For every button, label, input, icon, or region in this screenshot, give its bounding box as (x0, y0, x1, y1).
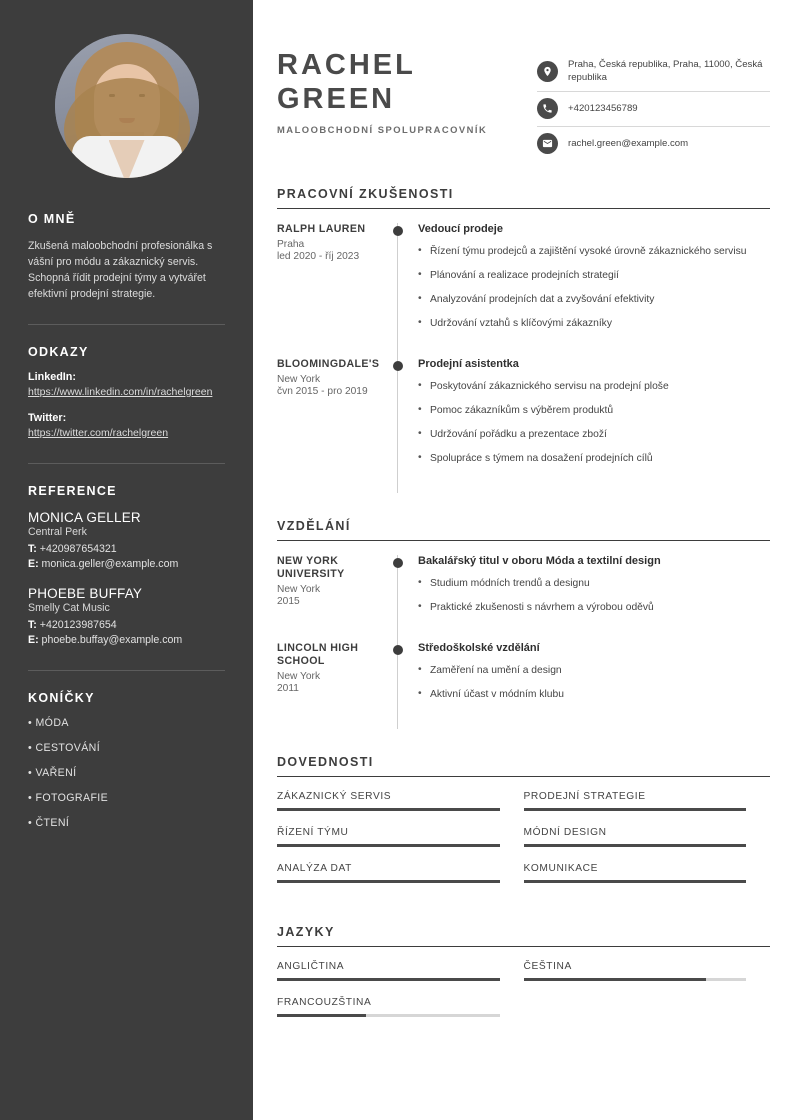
header (277, 40, 770, 161)
reference-email (28, 633, 225, 648)
language-bar (524, 978, 747, 981)
reference-phone-value: +420123987654 (39, 619, 117, 631)
skill-bar (277, 808, 500, 811)
timeline-dot-icon (393, 558, 403, 568)
skill-bar (524, 880, 747, 883)
language-item (277, 997, 524, 1017)
experience-entry-body (397, 223, 770, 358)
language-name: ČEŠTINA (523, 961, 572, 972)
timeline-dot-icon (393, 226, 403, 236)
hobby-item: • MÓDA (28, 717, 225, 729)
avatar (55, 34, 199, 178)
hobby-item: • CESTOVÁNÍ (28, 742, 225, 754)
links-section (28, 345, 225, 441)
education-bullet: • Zaměření na umění a design (418, 663, 770, 678)
education-bullet: • Praktické zkušenosti s návrhem a výrobou oděvů (418, 600, 770, 615)
contact-address (537, 52, 770, 92)
skills-heading: DOVEDNOSTI (277, 755, 770, 777)
reference-name: PHOEBE BUFFAY (28, 586, 143, 601)
reference-item (28, 586, 225, 648)
skill-name: PRODEJNÍ STRATEGIE (523, 791, 646, 802)
about-section (28, 212, 225, 302)
skill-item (524, 791, 771, 811)
education-entry-body (397, 555, 770, 642)
experience-bullet: • Plánování a realizace prodejních strategií (418, 268, 770, 283)
education-dates: 2011 (277, 683, 299, 694)
hobby-item: • VAŘENÍ (28, 767, 225, 779)
education-org: LINCOLN HIGH SCHOOL (277, 642, 359, 667)
skill-name: ŘÍZENÍ TÝMU (277, 827, 349, 838)
job-title: MALOOBCHODNÍ SPOLUPRACOVNÍK (277, 124, 488, 135)
education-entry-body (397, 642, 770, 729)
reference-phone (28, 618, 225, 633)
skill-bar-fill (277, 808, 500, 811)
skill-item (277, 863, 524, 883)
education-bullet: • Studium módních trendů a designu (418, 576, 770, 591)
skill-bar (277, 880, 500, 883)
skills-section (277, 755, 770, 899)
references-heading: REFERENCE (28, 484, 117, 498)
education-bullet: • Aktivní účast v módním klubu (418, 687, 770, 702)
references-section (28, 484, 225, 648)
experience-role: Prodejní asistentka (418, 358, 519, 370)
education-entry-meta (277, 555, 397, 642)
language-bar-fill (277, 978, 500, 981)
reference-name: MONICA GELLER (28, 510, 141, 525)
languages-heading: JAZYKY (277, 925, 770, 947)
skill-bar-fill (277, 880, 500, 883)
skill-bar (524, 808, 747, 811)
name-block (277, 40, 537, 135)
language-name: FRANCOUZŠTINA (277, 997, 372, 1008)
skill-bar-fill (524, 844, 747, 847)
hobby-item: • ČTENÍ (28, 817, 225, 829)
skill-name: ANALÝZA DAT (277, 863, 352, 874)
experience-bullet: • Pomoc zákazníkům s výběrem produktů (418, 403, 770, 418)
sidebar (0, 0, 253, 1120)
location-icon (537, 61, 558, 82)
link-label-twitter: Twitter: (28, 412, 67, 424)
skills-grid (277, 791, 770, 899)
language-bar (277, 1014, 500, 1017)
experience-entry-meta (277, 223, 397, 358)
skill-bar-fill (277, 844, 500, 847)
envelope-icon (537, 133, 558, 154)
experience-entry-body (397, 358, 770, 493)
education-heading: VZDĚLÁNÍ (277, 519, 770, 541)
education-degree: Středoškolské vzdělání (418, 642, 540, 654)
timeline-dot-icon (393, 645, 403, 655)
reference-email-label: E: (28, 558, 39, 570)
divider (28, 324, 225, 325)
phone-icon (537, 98, 558, 119)
languages-section (277, 925, 770, 1033)
experience-location: Praha (277, 239, 305, 250)
hobby-item: • FOTOGRAFIE (28, 792, 225, 804)
contact-email (537, 127, 770, 161)
contact-phone-text: +420123456789 (568, 103, 638, 114)
experience-role: Vedoucí prodeje (418, 223, 503, 235)
experience-org: BLOOMINGDALE'S (277, 358, 380, 370)
language-bar-fill (277, 1014, 366, 1017)
skill-item (524, 827, 771, 847)
experience-location: New York (277, 374, 321, 385)
skill-bar-fill (524, 880, 747, 883)
education-entry (277, 555, 770, 642)
education-location: New York (277, 671, 321, 682)
divider (28, 463, 225, 464)
reference-email-value: monica.geller@example.com (41, 558, 179, 570)
links-heading: ODKAZY (28, 345, 89, 359)
skill-bar (524, 844, 747, 847)
experience-dates: led 2020 - říj 2023 (277, 251, 360, 262)
link-url-linkedin[interactable]: https://www.linkedin.com/in/rachelgreen (28, 386, 213, 398)
experience-entry (277, 223, 770, 358)
hobbies-section (28, 691, 225, 829)
language-bar-fill (524, 978, 706, 981)
education-dates: 2015 (277, 596, 300, 607)
education-org: NEW YORK UNIVERSITY (277, 555, 345, 580)
skill-bar (277, 844, 500, 847)
education-section (277, 519, 770, 729)
experience-bullet: • Řízení týmu prodejců a zajištění vysoké úrovně zákaznického servisu (418, 244, 770, 259)
experience-bullet: • Analyzování prodejních dat a zvyšování efektivity (418, 292, 770, 307)
experience-heading: PRACOVNÍ ZKUŠENOSTI (277, 187, 770, 209)
experience-bullet: • Udržování pořádku a prezentace zboží (418, 427, 770, 442)
hobbies-heading: KONÍČKY (28, 691, 95, 705)
reference-email (28, 557, 225, 572)
main-content (253, 0, 794, 1120)
language-name: ANGLIČTINA (277, 961, 345, 972)
reference-phone (28, 542, 225, 557)
experience-bullet: • Poskytování zákaznického servisu na prodejní ploše (418, 379, 770, 394)
timeline-dot-icon (393, 361, 403, 371)
education-entry (277, 642, 770, 729)
reference-item (28, 510, 225, 572)
skill-item (524, 863, 771, 883)
skill-item (277, 827, 524, 847)
reference-phone-value: +420987654321 (39, 543, 117, 555)
about-heading: O MNĚ (28, 212, 76, 226)
reference-org: Central Perk (28, 526, 87, 538)
experience-entry (277, 358, 770, 493)
reference-phone-label: T: (28, 619, 37, 631)
experience-bullet: • Udržování vztahů s klíčovými zákazníky (418, 316, 770, 331)
divider (28, 670, 225, 671)
experience-section (277, 187, 770, 493)
experience-entry-meta (277, 358, 397, 493)
contact-email-text: rachel.green@example.com (568, 138, 689, 149)
skill-name: MÓDNÍ DESIGN (523, 827, 607, 838)
first-name: RACHEL (277, 49, 416, 81)
experience-bullet: • Spolupráce s týmem na dosažení prodejních cílů (418, 451, 770, 466)
last-name: GREEN (277, 83, 396, 115)
education-degree: Bakalářský titul v oboru Móda a textilní design (418, 555, 661, 567)
language-bar (277, 978, 500, 981)
link-url-twitter[interactable]: https://twitter.com/rachelgreen (28, 427, 169, 439)
about-text: Zkušená maloobchodní profesionálka s vášní pro módu a zákaznický servis. Schopná řídit prodejní týmy a vytvářet efektivní prodejní strategie. (28, 240, 213, 300)
skill-item (277, 791, 524, 811)
contact-address-text: Praha, Česká republika, Praha, 11000, Česká republika (568, 59, 763, 83)
contact-phone (537, 92, 770, 127)
skill-name: ZÁKAZNICKÝ SERVIS (277, 791, 392, 802)
reference-phone-label: T: (28, 543, 37, 555)
language-item (524, 961, 771, 981)
link-label-linkedin: LinkedIn: (28, 371, 76, 383)
reference-email-value: phoebe.buffay@example.com (41, 634, 183, 646)
experience-org: RALPH LAUREN (277, 223, 366, 235)
experience-dates: čvn 2015 - pro 2019 (277, 386, 368, 397)
avatar-wrapper (28, 34, 225, 178)
skill-bar-fill (524, 808, 747, 811)
education-entry-meta (277, 642, 397, 729)
reference-email-label: E: (28, 634, 39, 646)
skill-name: KOMUNIKACE (523, 863, 598, 874)
reference-org: Smelly Cat Music (28, 602, 110, 614)
language-item (277, 961, 524, 981)
contact-list (537, 40, 770, 161)
languages-grid (277, 961, 770, 1033)
education-location: New York (277, 584, 321, 595)
